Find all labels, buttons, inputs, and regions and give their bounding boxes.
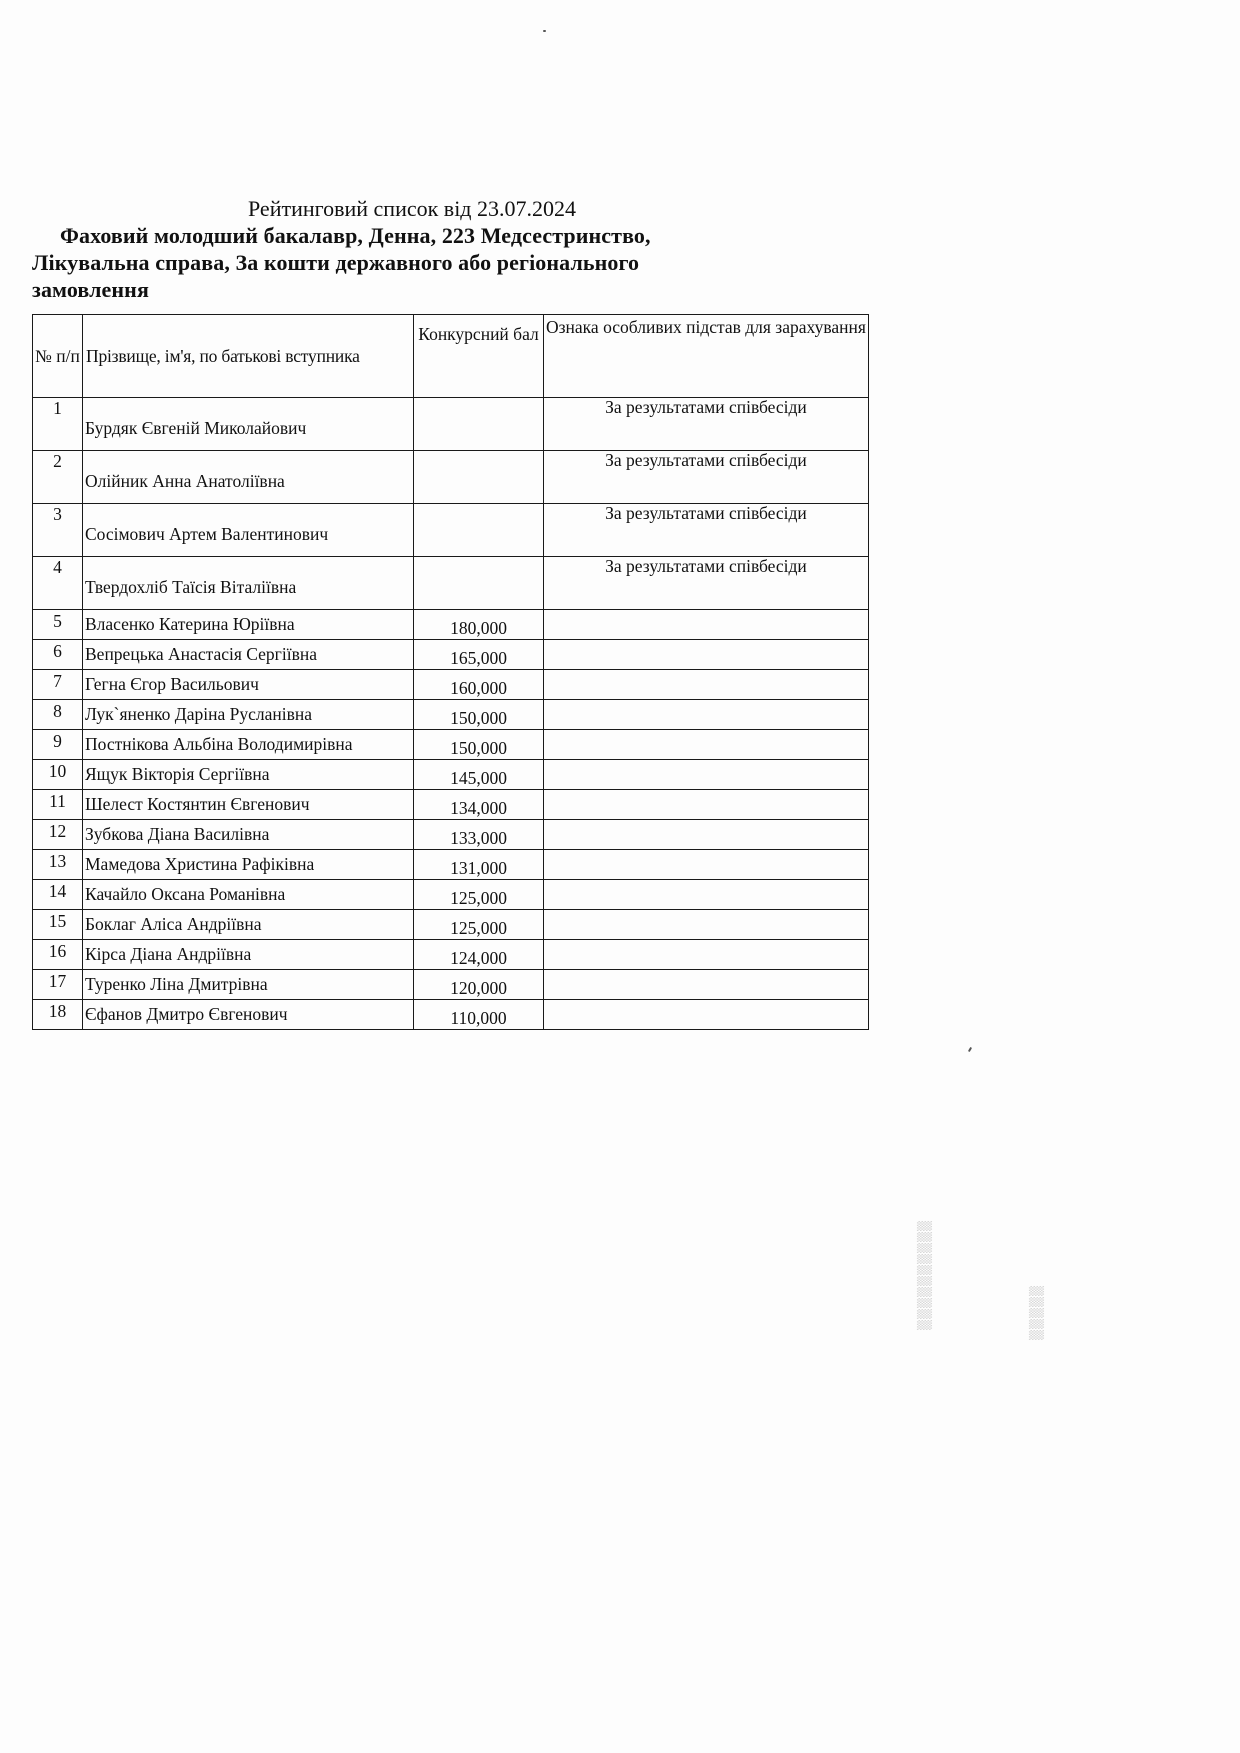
competitive-score: 134,000 [414,790,544,820]
table-row [33,670,869,700]
special-grounds-mark [544,730,869,760]
row-number: 8 [33,700,83,730]
table-row [33,880,869,910]
row-number: 16 [33,940,83,970]
row-number: 7 [33,670,83,700]
document-heading [32,196,752,303]
row-number: 1 [33,398,83,451]
competitive-score: 165,000 [414,640,544,670]
special-grounds-mark [544,1000,869,1030]
table-row [33,398,869,451]
competitive-score [414,451,544,504]
table-row [33,970,869,1000]
applicant-name: Лук`яненко Даріна Русланівна [83,700,414,730]
applicant-name: Гегна Єгор Васильович [83,670,414,700]
document-title: Рейтинговий список від 23.07.2024 [247,196,576,221]
competitive-score: 125,000 [414,880,544,910]
applicant-name: Бурдяк Євгеній Миколайович [83,398,414,451]
competitive-score: 160,000 [414,670,544,700]
row-number: 14 [33,880,83,910]
table-row [33,940,869,970]
document-subtitle: Фаховий молодший бакалавр, Денна, 223 Медсестринство, Лікувальна справа, За кошти державного або регіонального замовлення [32,223,651,302]
competitive-score: 131,000 [414,850,544,880]
table-row [33,451,869,504]
special-grounds-mark [544,700,869,730]
row-number: 2 [33,451,83,504]
row-number: 11 [33,790,83,820]
row-number: 17 [33,970,83,1000]
special-grounds-mark [544,610,869,640]
row-number: 18 [33,1000,83,1030]
applicant-name: Єфанов Дмитро Євгенович [83,1000,414,1030]
table-row [33,790,869,820]
faded-stamp-mark: ▒▒▒▒▒ [1030,1285,1045,1340]
special-grounds-mark [544,790,869,820]
row-number: 10 [33,760,83,790]
table-row [33,504,869,557]
applicant-name: Твердохліб Таїсія Віталіївна [83,557,414,610]
special-grounds-mark [544,940,869,970]
applicant-name: Ящук Вікторія Сергіївна [83,760,414,790]
header-number: № п/п [33,315,83,398]
applicant-name: Мамедова Христина Рафіківна [83,850,414,880]
table-row [33,910,869,940]
scan-speck [968,1047,972,1052]
special-grounds-mark [544,970,869,1000]
table-row [33,700,869,730]
special-grounds-mark: За результатами співбесіди [544,557,869,610]
special-grounds-mark [544,670,869,700]
table-row [33,760,869,790]
row-number: 3 [33,504,83,557]
special-grounds-mark: За результатами співбесіди [544,451,869,504]
row-number: 13 [33,850,83,880]
row-number: 15 [33,910,83,940]
table-header-row [33,315,869,398]
applicant-name: Вепрецька Анастасія Сергіївна [83,640,414,670]
special-grounds-mark [544,910,869,940]
competitive-score: 150,000 [414,730,544,760]
special-grounds-mark [544,640,869,670]
competitive-score: 124,000 [414,940,544,970]
applicant-name: Боклаг Аліса Андріївна [83,910,414,940]
special-grounds-mark [544,880,869,910]
special-grounds-mark [544,820,869,850]
applicant-name: Качайло Оксана Романівна [83,880,414,910]
rating-table [32,314,869,1030]
applicant-name: Постнікова Альбіна Володимирівна [83,730,414,760]
competitive-score: 145,000 [414,760,544,790]
special-grounds-mark: За результатами співбесіди [544,398,869,451]
row-number: 6 [33,640,83,670]
competitive-score: 125,000 [414,910,544,940]
table-row [33,730,869,760]
competitive-score: 120,000 [414,970,544,1000]
header-mark: Ознака особливих підстав для зарахування [544,315,869,398]
special-grounds-mark [544,850,869,880]
applicant-name: Шелест Костянтин Євгенович [83,790,414,820]
faded-stamp-mark: ▒▒▒▒▒▒▒▒▒▒ [918,1220,933,1330]
competitive-score: 180,000 [414,610,544,640]
special-grounds-mark: За результатами співбесіди [544,504,869,557]
competitive-score: 110,000 [414,1000,544,1030]
applicant-name: Кірса Діана Андріївна [83,940,414,970]
table-row [33,640,869,670]
competitive-score [414,504,544,557]
applicant-name: Зубкова Діана Василівна [83,820,414,850]
header-score: Конкурсний бал [414,315,544,398]
table-row [33,850,869,880]
scan-speck [543,30,546,32]
table-row [33,557,869,610]
table-row [33,610,869,640]
competitive-score: 150,000 [414,700,544,730]
row-number: 4 [33,557,83,610]
applicant-name: Сосімович Артем Валентинович [83,504,414,557]
applicant-name: Олійник Анна Анатоліївна [83,451,414,504]
special-grounds-mark [544,760,869,790]
row-number: 9 [33,730,83,760]
competitive-score: 133,000 [414,820,544,850]
table-row [33,820,869,850]
row-number: 12 [33,820,83,850]
row-number: 5 [33,610,83,640]
competitive-score [414,557,544,610]
applicant-name: Туренко Ліна Дмитрівна [83,970,414,1000]
applicant-name: Власенко Катерина Юріївна [83,610,414,640]
table-row [33,1000,869,1030]
header-name: Прізвище, ім'я, по батькові вступника [83,315,414,398]
table-body [33,398,869,1030]
competitive-score [414,398,544,451]
